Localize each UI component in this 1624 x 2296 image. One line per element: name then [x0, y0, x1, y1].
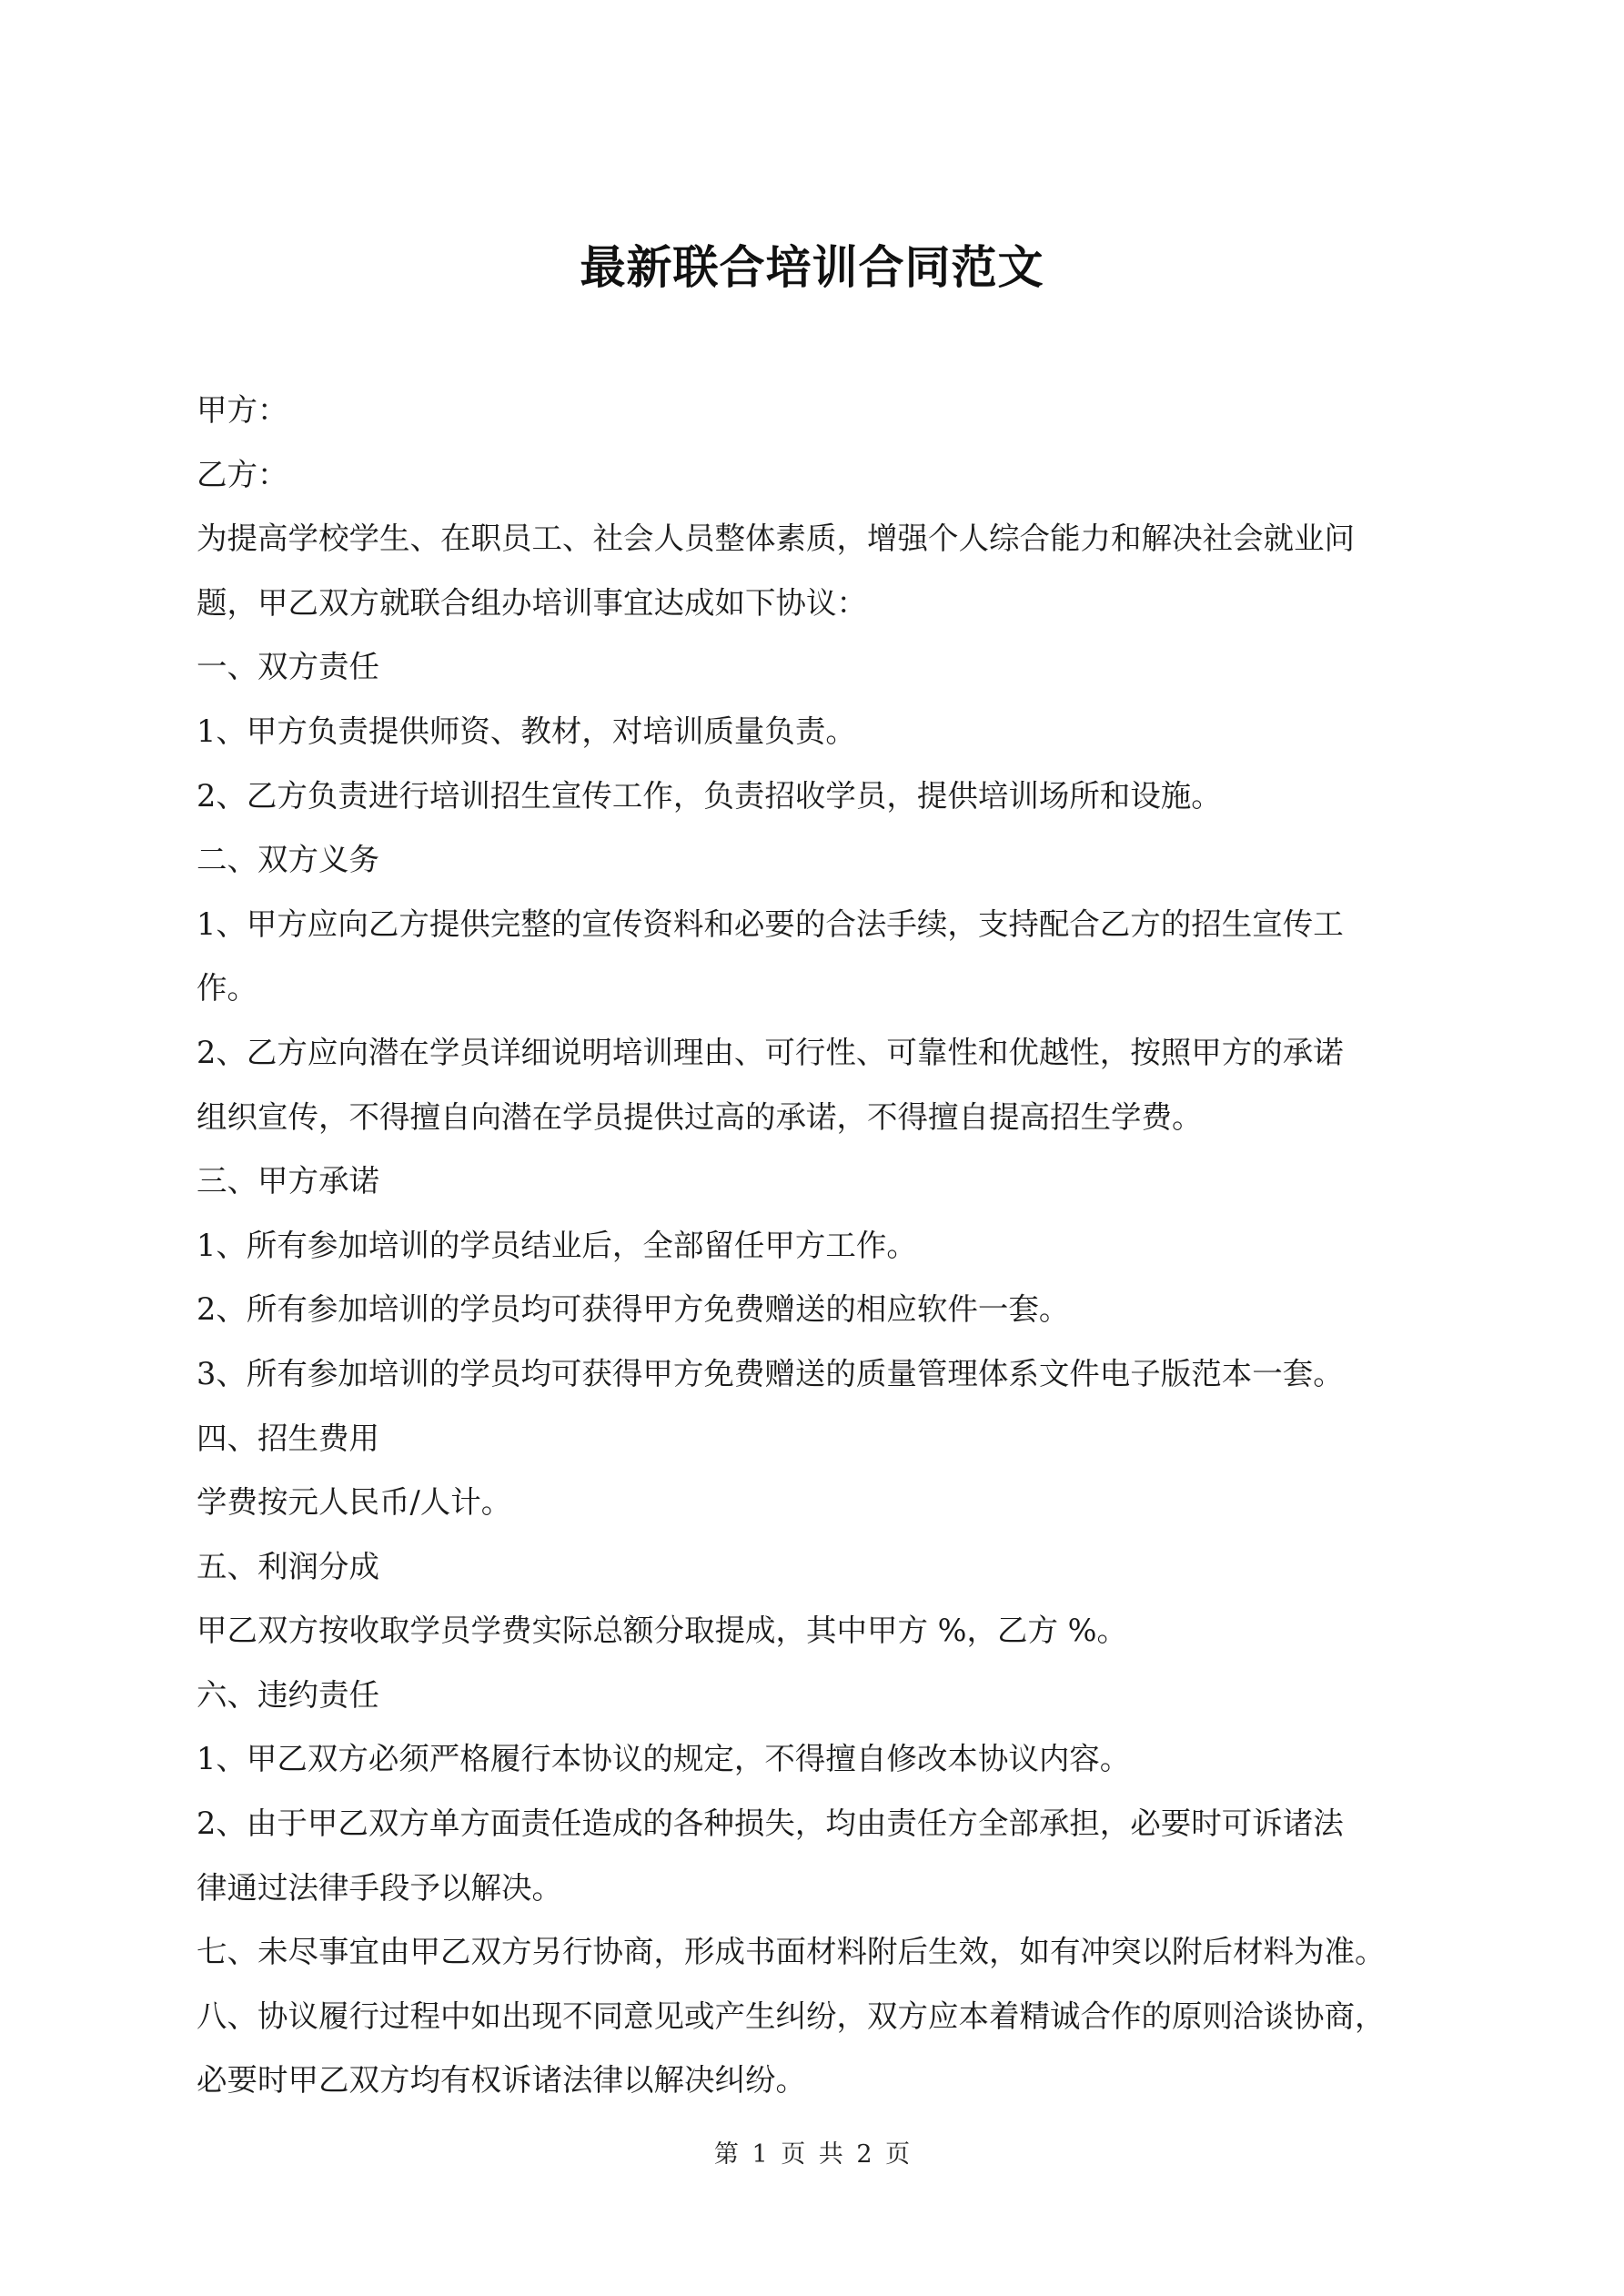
section-heading-5 [197, 1535, 1443, 1600]
text-line: 二、双方义务 [197, 842, 379, 878]
text-line: 一、双方责任 [197, 649, 379, 685]
text-line: 2、乙方负责进行培训招生宣传工作，负责招收学员，提供培训场所和设施。 [197, 777, 1222, 814]
text-line: 为提高学校学生、在职员工、社会人员整体素质，增强个人综合能力和解决社会就业问 [197, 521, 1355, 557]
text-line: 律通过法律手段予以解决。 [197, 1869, 562, 1906]
text-line: 乙方： [197, 456, 288, 492]
paragraph-party-a [197, 379, 1443, 443]
text-line: 1、甲方负责提供师资、教材，对培训质量负责。 [197, 713, 856, 749]
text-line: 3、所有参加培训的学员均可获得甲方免费赠送的质量管理体系文件电子版范本一套。 [197, 1355, 1344, 1391]
text-line: 八、协议履行过程中如出现不同意见或产生纠纷，双方应本着精诚合作的原则洽谈协商， [197, 1998, 1386, 2034]
clause-2-1 [197, 893, 1443, 1021]
text-line: 必要时甲乙双方均有权诉诸法律以解决纠纷。 [197, 2062, 806, 2099]
text-line: 2、乙方应向潜在学员详细说明培训理由、可行性、可靠性和优越性，按照甲方的承诺 [197, 1034, 1344, 1070]
section-heading-3 [197, 1149, 1443, 1214]
text-line: 四、招生费用 [197, 1420, 379, 1456]
clause-3-1 [197, 1214, 1443, 1279]
paragraph-preamble [197, 507, 1443, 635]
clause-4-fee [197, 1471, 1443, 1535]
clause-5-profit [197, 1599, 1443, 1664]
page-number-footer: 第 1 页 共 2 页 [713, 2140, 911, 2169]
text-line: 1、甲乙双方必须严格履行本协议的规定，不得擅自修改本协议内容。 [197, 1741, 1131, 1777]
section-heading-4 [197, 1407, 1443, 1472]
section-heading-1 [197, 635, 1443, 700]
text-line: 组织宣传，不得擅自向潜在学员提供过高的承诺，不得擅自提高招生学费。 [197, 1098, 1203, 1135]
text-line: 作。 [197, 970, 257, 1006]
text-line: 学费按元人民币/人计。 [197, 1484, 512, 1521]
text-line: 六、违约责任 [197, 1676, 379, 1713]
section-7 [197, 1920, 1443, 1985]
clause-3-3 [197, 1342, 1443, 1407]
clause-6-2 [197, 1792, 1443, 1920]
section-heading-6 [197, 1664, 1443, 1728]
clause-3-2 [197, 1278, 1443, 1342]
clause-1-1 [197, 700, 1443, 764]
text-line: 题，甲乙双方就联合组办培训事宜达成如下协议： [197, 584, 867, 621]
text-line: 2、由于甲乙双方单方面责任造成的各种损失，均由责任方全部承担，必要时可诉诸法 [197, 1805, 1344, 1842]
text-line: 1、所有参加培训的学员结业后，全部留任甲方工作。 [197, 1227, 917, 1263]
text-line: 三、甲方承诺 [197, 1163, 379, 1199]
section-8 [197, 1985, 1443, 2113]
clause-2-2 [197, 1021, 1443, 1149]
text-line: 甲乙双方按收取学员学费实际总额分取提成，其中甲方 %，乙方 %。 [197, 1613, 1127, 1649]
text-line: 1、甲方应向乙方提供完整的宣传资料和必要的合法手续，支持配合乙方的招生宣传工 [197, 905, 1344, 942]
clause-1-2 [197, 764, 1443, 829]
section-heading-2 [197, 828, 1443, 893]
text-line: 2、所有参加培训的学员均可获得甲方免费赠送的相应软件一套。 [197, 1291, 1070, 1328]
clause-6-1 [197, 1727, 1443, 1792]
text-line: 甲方： [197, 392, 288, 428]
text-line: 五、利润分成 [197, 1548, 379, 1584]
document-body [197, 379, 1443, 2113]
paragraph-party-b [197, 443, 1443, 508]
page-title: 最新联合培训合同范文 [580, 240, 1044, 294]
text-line: 七、未尽事宜由甲乙双方另行协商，形成书面材料附后生效，如有冲突以附后材料为准。 [197, 1934, 1386, 1970]
